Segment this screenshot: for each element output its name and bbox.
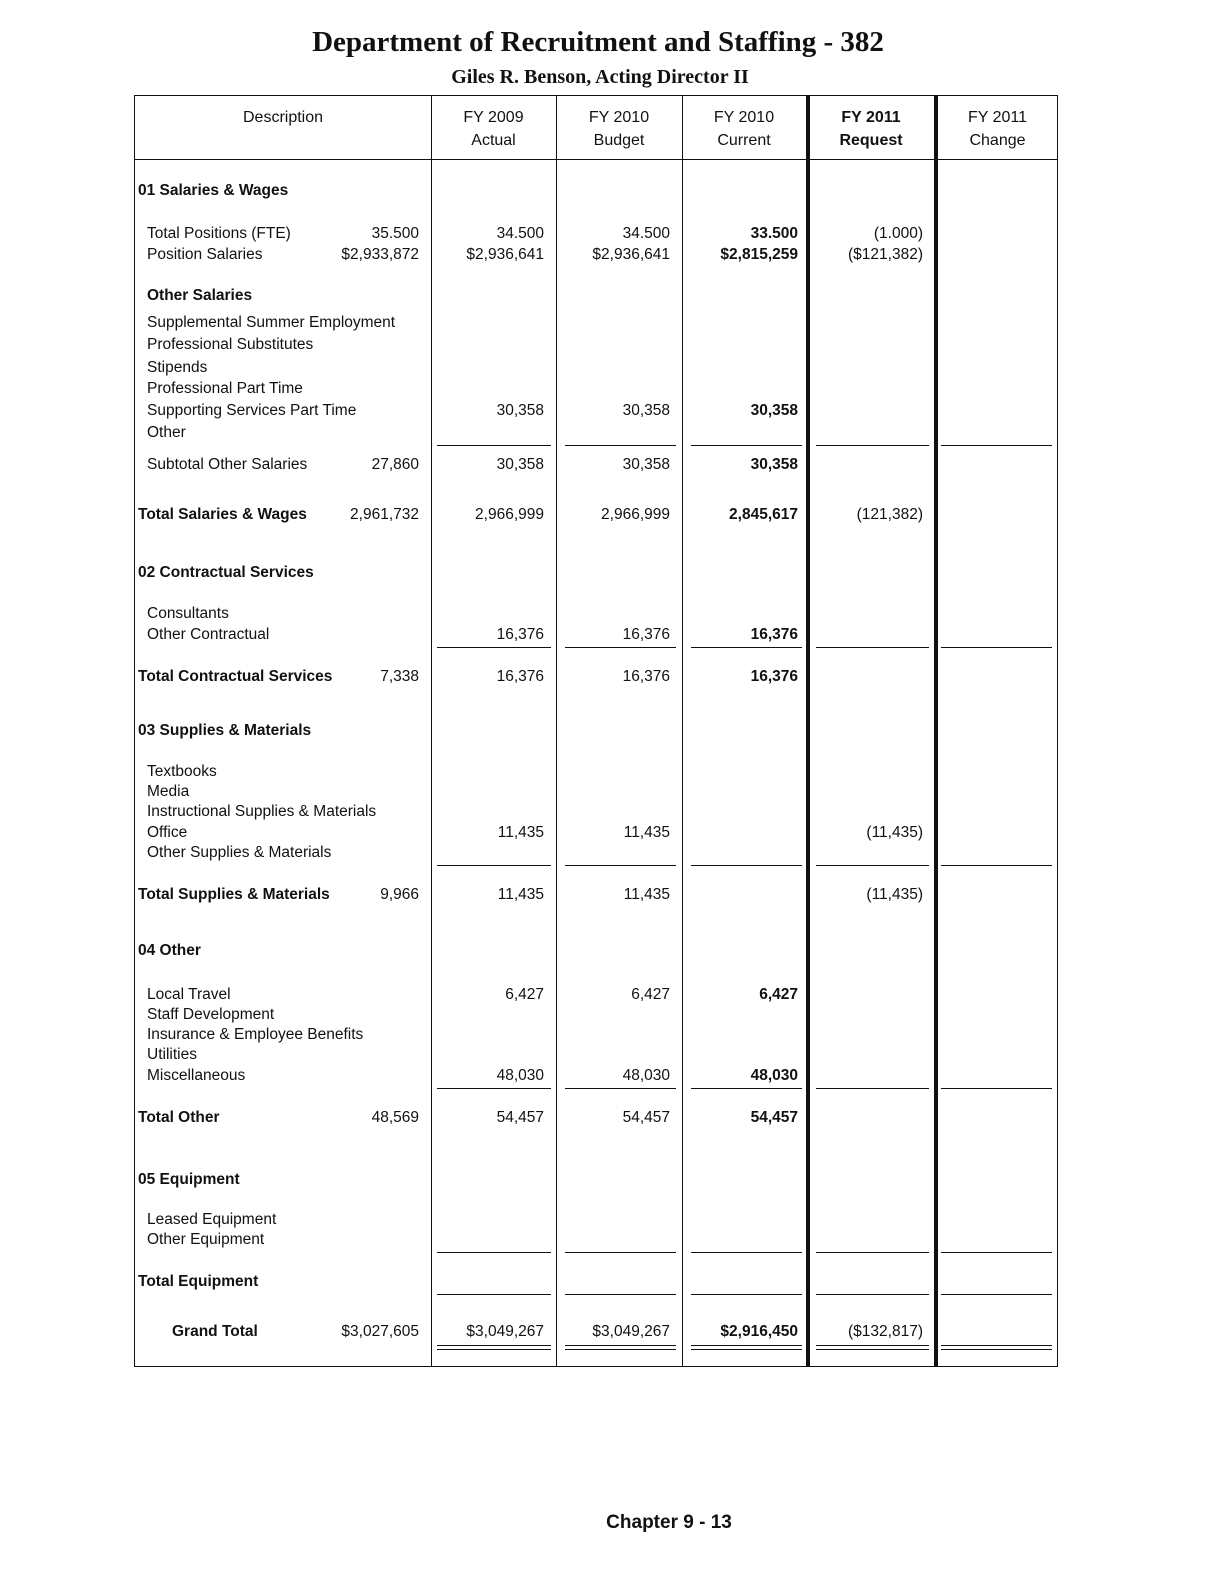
cell-fy2009-actual: 9,966 (380, 886, 419, 903)
cell-fy2010-current: 16,376 (622, 626, 670, 643)
row-label: 01 Salaries & Wages (138, 182, 289, 199)
cell-fy2010-budget: 16,376 (496, 668, 544, 685)
row-label: Total Equipment (138, 1273, 259, 1290)
header-description: Description (242, 109, 324, 126)
cell-fy2011-request: 2,845,617 (729, 506, 798, 523)
row-label: Other Supplies & Materials (147, 844, 332, 861)
cell-fy2011-request: 48,030 (750, 1067, 798, 1084)
underline-rule (437, 445, 551, 446)
cell-fy2010-budget: 6,427 (505, 986, 544, 1003)
double-underline-rule (816, 1349, 929, 1350)
column-divider (806, 96, 810, 1366)
row-label: Office (147, 824, 188, 841)
cell-fy2010-budget: $3,049,267 (466, 1323, 544, 1340)
header-fy2011-request: FY 2011 Request (839, 109, 903, 149)
row-label: Leased Equipment (147, 1211, 277, 1228)
header-fy2010-budget: FY 2010 Budget (588, 109, 650, 149)
cell-fy2009-actual: $2,933,872 (341, 246, 419, 263)
row-label: Total Positions (FTE) (147, 225, 291, 242)
cell-fy2010-current: 30,358 (622, 402, 670, 419)
underline-rule (941, 1294, 1052, 1295)
row-label: Other Equipment (147, 1231, 265, 1248)
underline-rule (437, 865, 551, 866)
row-label: 04 Other (138, 942, 201, 959)
row-label: Total Other (138, 1109, 220, 1126)
row-label: Total Salaries & Wages (138, 506, 307, 523)
cell-fy2010-current: 34.500 (622, 225, 670, 242)
underline-rule (565, 647, 676, 648)
cell-fy2010-current: 6,427 (631, 986, 670, 1003)
underline-rule (691, 1294, 802, 1295)
cell-fy2009-actual: 35.500 (371, 225, 419, 242)
double-underline-rule (437, 1345, 551, 1346)
underline-rule (941, 1088, 1052, 1089)
cell-fy2010-current: 2,966,999 (601, 506, 670, 523)
row-label: Grand Total (172, 1323, 258, 1340)
underline-rule (816, 445, 929, 446)
double-underline-rule (565, 1345, 676, 1346)
row-label: Position Salaries (147, 246, 263, 263)
row-label: Professional Substitutes (147, 336, 314, 353)
cell-fy2010-budget: 30,358 (496, 456, 544, 473)
cell-fy2010-current: $2,936,641 (592, 246, 670, 263)
row-label: Total Contractual Services (138, 668, 333, 685)
double-underline-rule (941, 1345, 1052, 1346)
budget-table (134, 95, 1058, 1367)
double-underline-rule (941, 1349, 1052, 1350)
column-divider (682, 96, 683, 1366)
row-label: 03 Supplies & Materials (138, 722, 312, 739)
row-label: 05 Equipment (138, 1171, 240, 1188)
underline-rule (437, 1088, 551, 1089)
underline-rule (941, 647, 1052, 648)
page-footer: Chapter 9 - 13 (606, 1512, 732, 1533)
cell-fy2010-budget: $2,936,641 (466, 246, 544, 263)
double-underline-rule (691, 1345, 802, 1346)
cell-fy2010-budget: 11,435 (497, 824, 544, 841)
header-fy2009-actual: FY 2009 Actual (463, 109, 524, 149)
underline-rule (691, 865, 802, 866)
column-divider (556, 96, 557, 1366)
underline-rule (691, 1252, 802, 1253)
cell-fy2011-request: 33.500 (750, 225, 798, 242)
underline-rule (437, 647, 551, 648)
cell-fy2011-request: 54,457 (750, 1109, 798, 1126)
underline-rule (565, 1252, 676, 1253)
underline-rule (941, 865, 1052, 866)
column-divider (934, 96, 938, 1366)
row-label: Other Salaries (147, 287, 253, 304)
cell-fy2011-request: 16,376 (750, 668, 798, 685)
cell-fy2011-change: (121,382) (856, 506, 923, 523)
cell-fy2010-budget: 2,966,999 (475, 506, 544, 523)
row-label: Utilities (147, 1046, 197, 1063)
cell-fy2011-request: $2,916,450 (720, 1323, 798, 1340)
cell-fy2011-change: ($121,382) (848, 246, 923, 263)
header-fy2010-current: FY 2010 Current (713, 109, 775, 149)
underline-rule (816, 647, 929, 648)
cell-fy2010-budget: 16,376 (496, 626, 544, 643)
underline-rule (565, 1088, 676, 1089)
cell-fy2011-change: (1.000) (873, 225, 923, 242)
cell-fy2010-current: 54,457 (622, 1109, 670, 1126)
underline-rule (816, 865, 929, 866)
cell-fy2010-current: $3,049,267 (592, 1323, 670, 1340)
row-label: Subtotal Other Salaries (147, 456, 308, 473)
underline-rule (565, 445, 676, 446)
underline-rule (816, 1294, 929, 1295)
cell-fy2010-current: 30,358 (622, 456, 670, 473)
underline-rule (816, 1088, 929, 1089)
row-label: Staff Development (147, 1006, 275, 1023)
row-label: 02 Contractual Services (138, 564, 314, 581)
double-underline-rule (816, 1345, 929, 1346)
row-label: Supporting Services Part Time (147, 402, 357, 419)
underline-rule (691, 1088, 802, 1089)
cell-fy2010-budget: 30,358 (496, 402, 544, 419)
cell-fy2010-current: 11,435 (623, 824, 670, 841)
row-label: Total Supplies & Materials (138, 886, 330, 903)
underline-rule (691, 647, 802, 648)
cell-fy2011-change: (11,435) (866, 824, 923, 841)
cell-fy2010-current: 48,030 (622, 1067, 670, 1084)
cell-fy2009-actual: 27,860 (371, 456, 419, 473)
page-subtitle: Giles R. Benson, Acting Director II (451, 66, 749, 88)
row-label: Miscellaneous (147, 1067, 246, 1084)
row-label: Supplemental Summer Employment (147, 314, 396, 331)
cell-fy2010-budget: 11,435 (497, 886, 544, 903)
header-fy2011-change: FY 2011 Change (967, 109, 1027, 149)
row-label: Instructional Supplies & Materials (147, 803, 377, 820)
double-underline-rule (565, 1349, 676, 1350)
row-label: Consultants (147, 605, 229, 622)
header-separator (135, 159, 1057, 160)
double-underline-rule (691, 1349, 802, 1350)
underline-rule (941, 1252, 1052, 1253)
cell-fy2010-current: 16,376 (622, 668, 670, 685)
row-label: Stipends (147, 359, 208, 376)
cell-fy2011-request: $2,815,259 (720, 246, 798, 263)
row-label: Professional Part Time (147, 380, 303, 397)
cell-fy2011-change: (11,435) (866, 886, 923, 903)
column-divider (431, 96, 432, 1366)
page-title: Department of Recruitment and Staffing - 382 (312, 26, 884, 58)
row-label: Media (147, 783, 190, 800)
cell-fy2011-request: 30,358 (750, 402, 798, 419)
row-label: Textbooks (147, 763, 217, 780)
cell-fy2010-current: 11,435 (623, 886, 670, 903)
underline-rule (691, 445, 802, 446)
cell-fy2010-budget: 34.500 (496, 225, 544, 242)
underline-rule (437, 1252, 551, 1253)
cell-fy2010-budget: 48,030 (496, 1067, 544, 1084)
cell-fy2011-request: 16,376 (750, 626, 798, 643)
cell-fy2009-actual: $3,027,605 (341, 1323, 419, 1340)
cell-fy2009-actual: 7,338 (380, 668, 419, 685)
row-label: Insurance & Employee Benefits (147, 1026, 364, 1043)
underline-rule (437, 1294, 551, 1295)
underline-rule (941, 445, 1052, 446)
underline-rule (816, 1252, 929, 1253)
cell-fy2009-actual: 2,961,732 (350, 506, 419, 523)
row-label: Other Contractual (147, 626, 270, 643)
cell-fy2010-budget: 54,457 (496, 1109, 544, 1126)
row-label: Other (147, 424, 186, 441)
underline-rule (565, 1294, 676, 1295)
cell-fy2011-change: ($132,817) (848, 1323, 923, 1340)
cell-fy2009-actual: 48,569 (371, 1109, 419, 1126)
cell-fy2011-request: 6,427 (759, 986, 798, 1003)
double-underline-rule (437, 1349, 551, 1350)
cell-fy2011-request: 30,358 (750, 456, 798, 473)
row-label: Local Travel (147, 986, 231, 1003)
underline-rule (565, 865, 676, 866)
